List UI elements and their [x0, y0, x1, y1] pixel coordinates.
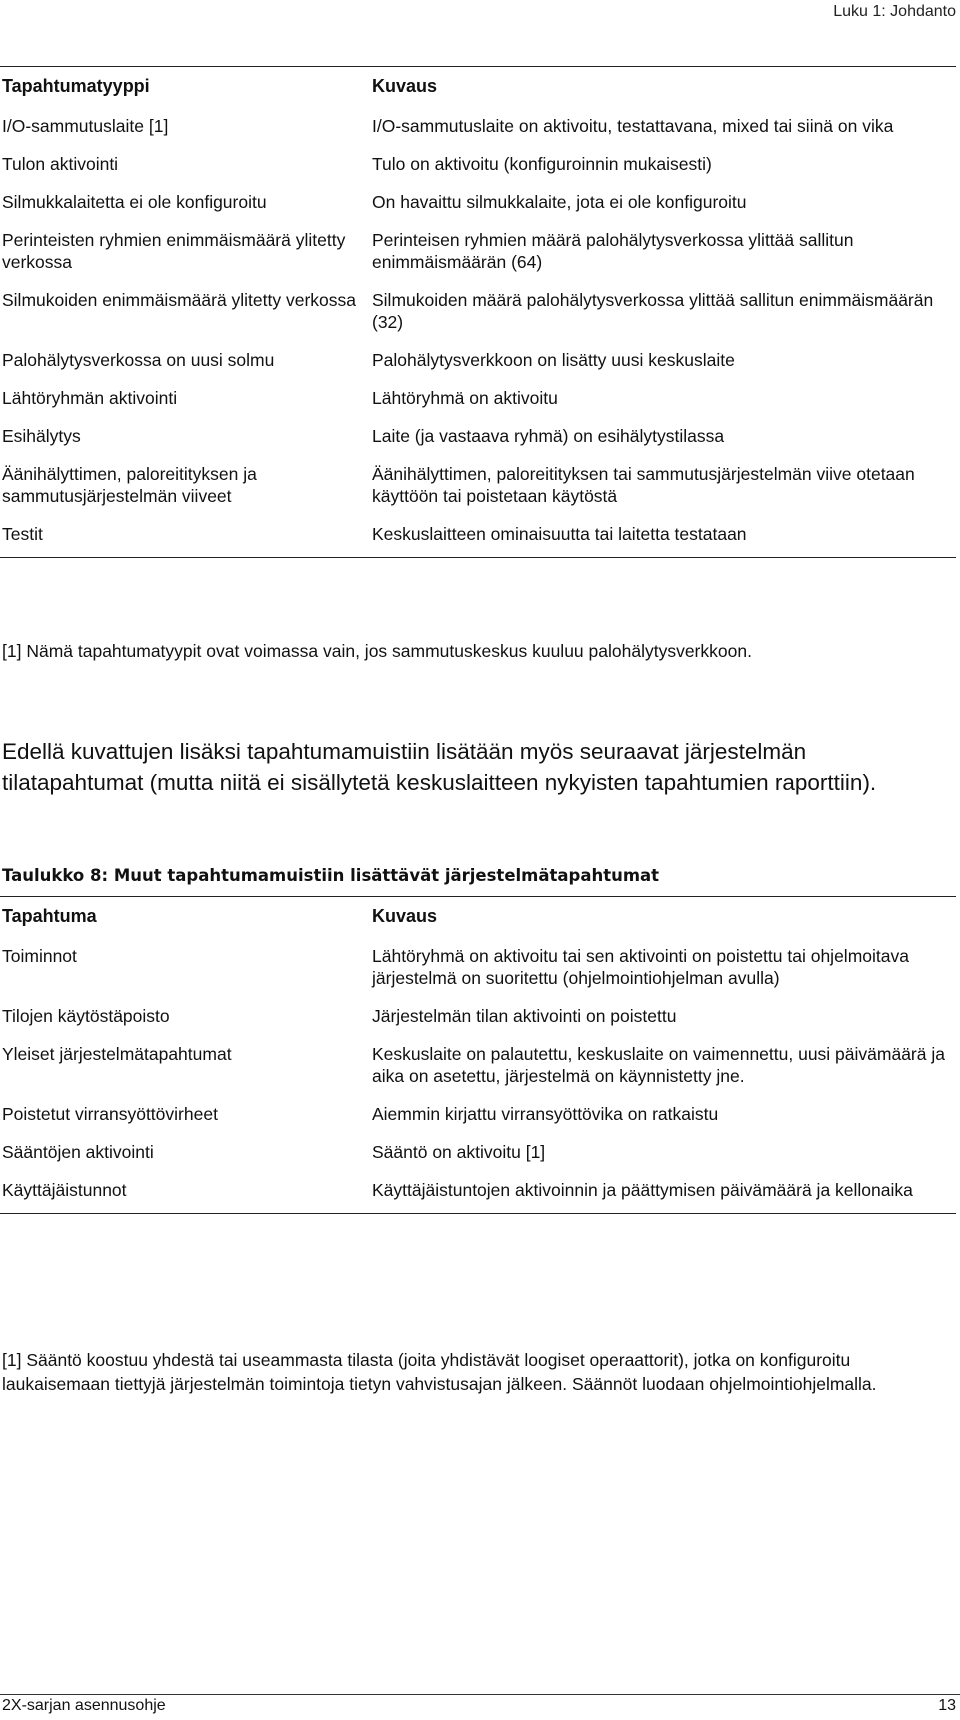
column-header-description: Kuvaus [372, 906, 438, 926]
event-name-cell: Tilojen käytöstäpoisto [2, 1006, 170, 1026]
page-number: 13 [938, 1697, 956, 1714]
table-row [0, 283, 956, 343]
event-types-body [0, 109, 956, 558]
system-events-body [0, 939, 956, 1214]
event-name-cell: Silmukkalaitetta ei ole konfiguroitu [2, 192, 267, 212]
event-types-table [0, 66, 956, 558]
table-caption: Taulukko 8: Muut tapahtumamuistiin lisättävät järjestelmätapahtumat [2, 866, 660, 885]
description-cell: Järjestelmän tilan aktivointi on poistettu [372, 1006, 677, 1026]
event-name-cell: Tulon aktivointi [2, 154, 119, 174]
description-cell: Keskuslaite on palautettu, keskuslaite on vaimennettu, uusi päivämäärä ja aika on asetettu, järjestelmä on käynnistetty jne. [372, 1044, 945, 1086]
table-row [0, 1173, 956, 1214]
table-row [0, 1037, 956, 1097]
description-cell: Keskuslaitteen ominaisuutta tai laitetta testataan [372, 524, 747, 544]
event-name-cell: Sääntöjen aktivointi [2, 1142, 154, 1162]
table-row [0, 147, 956, 185]
running-header: Luku 1: Johdanto [833, 3, 956, 20]
description-cell: Tulo on aktivoitu (konfiguroinnin mukaisesti) [372, 154, 712, 174]
description-cell: Äänihälyttimen, paloreitityksen tai sammutusjärjestelmän viive otetaan käyttöön tai poistetaan käytöstä [372, 464, 915, 506]
description-cell: Käyttäjäistuntojen aktivoinnin ja päättymisen päivämäärä ja kellonaika [372, 1180, 913, 1200]
table-row [0, 939, 956, 999]
description-cell: Aiemmin kirjattu virransyöttövika on ratkaistu [372, 1104, 719, 1124]
event-name-cell: Äänihälyttimen, paloreitityksen ja sammutusjärjestelmän viiveet [2, 464, 257, 506]
table-row [0, 419, 956, 457]
table-row [0, 223, 956, 283]
description-cell: Perinteisen ryhmien määrä palohälytysverkossa ylittää sallitun enimmäismäärän (64) [372, 230, 854, 272]
system-events-table [0, 896, 956, 1214]
footer-manual-title: 2X-sarjan asennusohje [2, 1697, 166, 1714]
footer-divider [0, 1694, 960, 1695]
description-cell: Sääntö on aktivoitu [1] [372, 1142, 546, 1162]
table-row [0, 381, 956, 419]
event-name-cell: Lähtöryhmän aktivointi [2, 388, 178, 408]
event-name-cell: Toiminnot [2, 946, 77, 966]
event-name-cell: Silmukoiden enimmäismäärä ylitetty verkossa [2, 290, 357, 310]
table-row [0, 185, 956, 223]
event-name-cell: Yleiset järjestelmätapahtumat [2, 1044, 232, 1064]
table-footnote: [1] Nämä tapahtumatyypit ovat voimassa vain, jos sammutuskeskus kuuluu palohälytysverkkoon. [2, 641, 752, 661]
description-cell: Laite (ja vastaava ryhmä) on esihälytystilassa [372, 426, 725, 446]
table-row [0, 517, 956, 558]
table-header-row [0, 67, 956, 110]
column-header-event-type: Tapahtumatyyppi [2, 76, 150, 96]
description-cell: Lähtöryhmä on aktivoitu tai sen aktivointi on poistettu tai ohjelmoitava järjestelmä on suoritettu (ohjelmointiohjelman avulla) [372, 946, 909, 988]
description-cell: On havaittu silmukkalaite, jota ei ole konfiguroitu [372, 192, 747, 212]
column-header-description: Kuvaus [372, 76, 438, 96]
description-cell: Palohälytysverkkoon on lisätty uusi keskuslaite [372, 350, 735, 370]
event-name-cell: Testit [2, 524, 43, 544]
table-header-row [0, 897, 956, 940]
column-header-event: Tapahtuma [2, 906, 97, 926]
table-row [0, 109, 956, 147]
event-name-cell: Esihälytys [2, 426, 81, 446]
body-paragraph: Edellä kuvattujen lisäksi tapahtumamuistiin lisätään myös seuraavat järjestelmän tilatapahtumat (mutta niitä ei sisällytetä keskuslaitteen nykyisten tapahtumien raporttiin). [2, 739, 877, 795]
rule-footnote: [1] Sääntö koostuu yhdestä tai useammasta tilasta (joita yhdistävät loogiset operaattorit), jotka on konfiguroitu laukaisemaan tiettyjä järjestelmän toimintoja tietyn vahvistusajan jälkeen. Säännöt luodaan ohjelmointiohjelmalla. [2, 1350, 877, 1394]
description-cell: I/O-sammutuslaite on aktivoitu, testattavana, mixed tai siinä on vika [372, 116, 894, 136]
event-name-cell: Perinteisten ryhmien enimmäismäärä ylitetty verkossa [2, 230, 346, 272]
table-row [0, 999, 956, 1037]
event-name-cell: Käyttäjäistunnot [2, 1180, 127, 1200]
table-row [0, 1135, 956, 1173]
event-name-cell: I/O-sammutuslaite [1] [2, 116, 169, 136]
table-row [0, 343, 956, 381]
event-name-cell: Poistetut virransyöttövirheet [2, 1104, 218, 1124]
description-cell: Lähtöryhmä on aktivoitu [372, 388, 558, 408]
table-row [0, 1097, 956, 1135]
event-name-cell: Palohälytysverkossa on uusi solmu [2, 350, 275, 370]
description-cell: Silmukoiden määrä palohälytysverkossa ylittää sallitun enimmäismäärän (32) [372, 290, 934, 332]
table-row [0, 457, 956, 517]
